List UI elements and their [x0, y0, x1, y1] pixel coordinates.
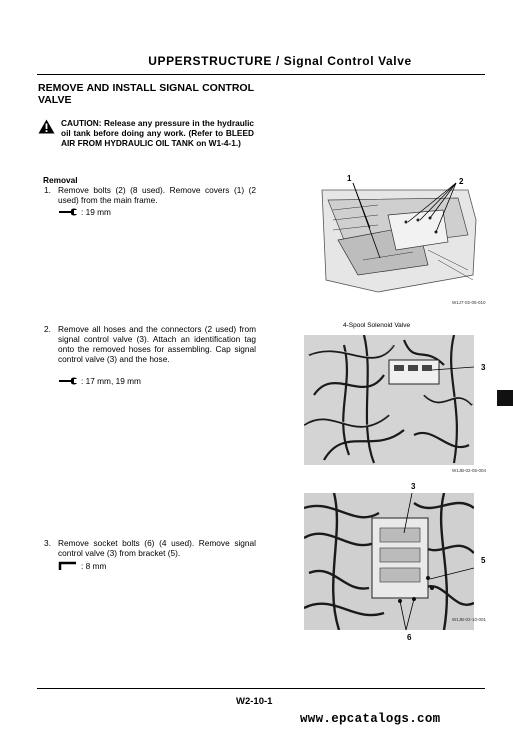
callout-6: 6 [407, 633, 412, 642]
tool-size: : 19 mm [81, 207, 111, 217]
header-divider [37, 74, 485, 75]
figure-bracket-removal [304, 493, 474, 630]
figure-caption: 4-Spool Solenoid Valve [343, 322, 411, 329]
step-text: Remove bolts (2) (8 used). Remove covers (1) (2 used) from the main frame. [58, 185, 256, 205]
tool-spec-1 [58, 207, 111, 217]
step-1 [44, 185, 256, 205]
figure-cover-removal [318, 180, 478, 298]
step-number: 1. [44, 185, 51, 195]
figure-id: W1J7-02-05-010 [452, 300, 486, 305]
step-2 [44, 324, 256, 364]
caution-block [38, 118, 254, 148]
wrench-icon [58, 377, 78, 385]
step-text: Remove socket bolts (6) (4 used). Remove signal control valve (3) from bracket (5). [58, 538, 256, 558]
figure-id: W1JB-02-10-001 [452, 617, 487, 622]
tool-size: : 17 mm, 19 mm [81, 376, 141, 386]
caution-text: CAUTION: Release any pressure in the hydraulic oil tank before doing any work. (Refer to BLEED AIR FROM HYDRAULIC OIL TANK on W1-4-1.) [61, 118, 254, 148]
figure-solenoid-valve [304, 335, 474, 465]
callout-2: 2 [459, 177, 464, 186]
footer-divider [37, 688, 485, 689]
website-link[interactable]: www.epcatalogs.com [300, 712, 441, 726]
wrench-icon [58, 208, 78, 216]
step-text: Remove all hoses and the connectors (2 used) from signal control valve (3). Attach an identification tag onto the removed hoses for assembling. Cap signal control valve (3) and the hose. [58, 324, 256, 364]
section-tab-marker [497, 390, 513, 406]
step-number: 2. [44, 324, 51, 334]
callout-3: 3 [481, 363, 486, 372]
callout-5: 5 [481, 556, 486, 565]
page-title: UPPERSTRUCTURE / Signal Control Valve [148, 54, 412, 68]
warning-triangle-icon [38, 119, 55, 134]
callout-3: 3 [411, 482, 416, 491]
step-3 [44, 538, 256, 558]
step-number: 3. [44, 538, 51, 548]
removal-heading: Removal [43, 175, 78, 185]
callout-1: 1 [347, 174, 352, 183]
tool-size: : 8 mm [81, 561, 107, 571]
hex-key-icon [58, 561, 78, 571]
section-title: REMOVE AND INSTALL SIGNAL CONTROL VALVE [38, 82, 254, 106]
page-number: W2-10-1 [236, 696, 273, 707]
figure-id: W1JB-02-05-004 [452, 468, 487, 473]
tool-spec-2 [58, 376, 141, 386]
tool-spec-3 [58, 561, 106, 571]
